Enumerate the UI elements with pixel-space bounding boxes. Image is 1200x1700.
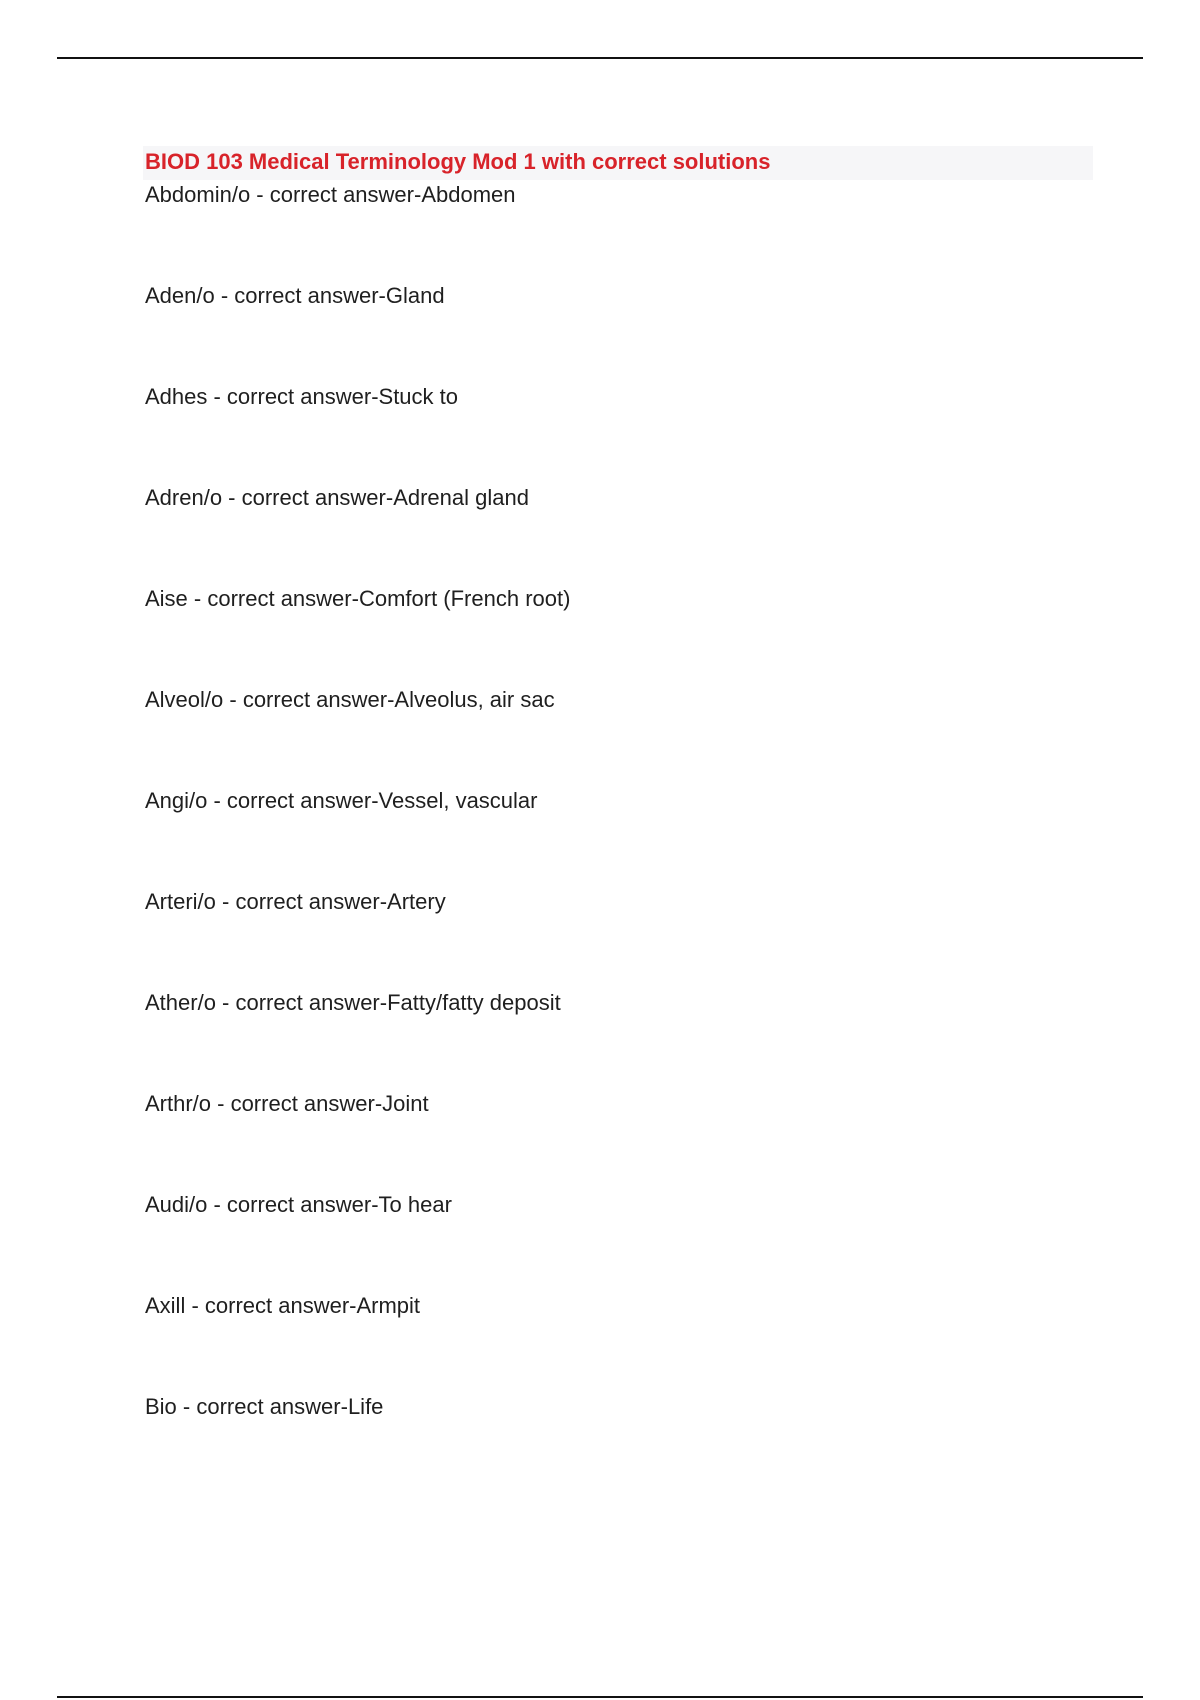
- term-entry: Angi/o - correct answer-Vessel, vascular: [145, 788, 538, 813]
- document-title: BIOD 103 Medical Terminology Mod 1 with correct solutions: [145, 149, 771, 174]
- term-entry: Abdomin/o - correct answer-Abdomen: [145, 182, 516, 207]
- term-entry: Audi/o - correct answer-To hear: [145, 1192, 452, 1217]
- term-entry: Arthr/o - correct answer-Joint: [145, 1091, 429, 1116]
- page-top-rule: [57, 57, 1143, 59]
- page-bottom-rule: [57, 1696, 1143, 1698]
- term-entry: Aise - correct answer-Comfort (French root): [145, 586, 571, 611]
- term-entry: Axill - correct answer-Armpit: [145, 1293, 421, 1318]
- term-entry: Aden/o - correct answer-Gland: [145, 283, 445, 308]
- term-entry: Bio - correct answer-Life: [145, 1394, 384, 1419]
- term-entry: Adren/o - correct answer-Adrenal gland: [145, 485, 529, 510]
- term-list: [145, 178, 570, 1491]
- term-entry: Adhes - correct answer-Stuck to: [145, 384, 459, 409]
- term-entry: Alveol/o - correct answer-Alveolus, air sac: [145, 687, 555, 712]
- term-entry: Arteri/o - correct answer-Artery: [145, 889, 446, 914]
- term-entry: Ather/o - correct answer-Fatty/fatty deposit: [145, 990, 561, 1015]
